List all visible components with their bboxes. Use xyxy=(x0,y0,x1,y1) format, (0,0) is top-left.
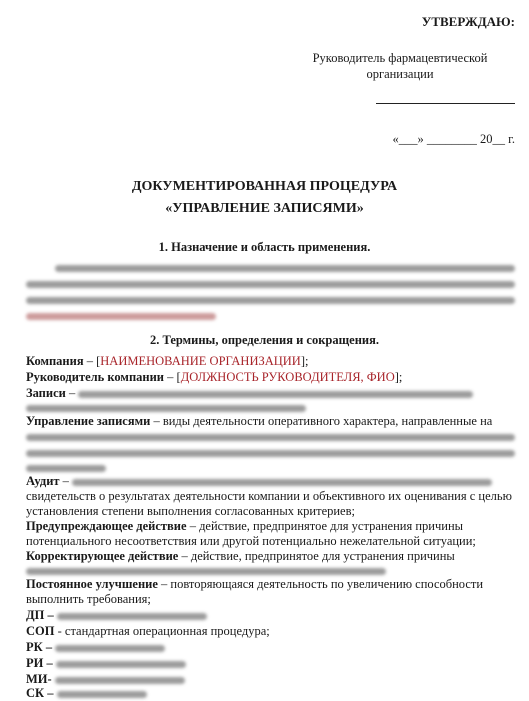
term-audit-dash: – xyxy=(59,474,73,488)
term-head xyxy=(26,370,402,385)
term-preventive-action xyxy=(26,519,463,534)
blurred-text-line xyxy=(55,265,515,272)
blurred-text-line xyxy=(55,645,165,652)
abbr-dp-label: ДП – xyxy=(26,608,54,622)
blurred-text-line xyxy=(78,391,473,398)
term-cont-text: – повторяющаяся деятельность по увеличению способности xyxy=(157,577,484,591)
term-records-dash: – xyxy=(65,386,79,400)
section-2-heading: 2. Термины, определения и сокращения. xyxy=(149,333,380,347)
term-cont-label: Постоянное улучшение xyxy=(26,577,158,591)
term-prev-text: – действие, предпринятое для устранения причины xyxy=(186,519,464,533)
term-continuous-improvement xyxy=(26,577,483,592)
term-audit-line2: свидетельств о результатах деятельности компании и объективного их оценивания с целью xyxy=(26,489,512,503)
term-company-end: ]; xyxy=(300,354,309,368)
approver-position xyxy=(285,50,515,82)
term-prev-line2: потенциального несоответствия или другой потенциально нежелательной ситуации; xyxy=(26,534,476,548)
term-rm-text: – виды деятельности оперативного характера, направленные на xyxy=(150,414,493,428)
term-head-dash: – [ xyxy=(164,370,181,384)
document-title-line1: ДОКУМЕНТИРОВАННАЯ ПРОЦЕДУРА xyxy=(131,179,398,194)
approver-position-line1: Руководитель фармацевтической xyxy=(312,51,488,65)
term-head-end: ]; xyxy=(394,370,403,384)
term-corrective-action xyxy=(26,549,455,564)
term-company-dash: – [ xyxy=(83,354,101,368)
term-company-value: НАИМЕНОВАНИЕ ОРГАНИЗАЦИИ xyxy=(100,354,301,368)
blurred-text-line xyxy=(26,297,515,304)
term-head-label: Руководитель компании xyxy=(26,370,165,384)
term-company-label: Компания xyxy=(26,354,84,368)
abbr-mi-label: МИ- xyxy=(26,672,52,686)
blurred-text-line xyxy=(26,450,515,457)
blurred-text-line xyxy=(26,281,515,288)
blurred-text-line xyxy=(26,434,515,441)
term-audit-label: Аудит xyxy=(26,474,60,488)
blurred-text-line xyxy=(26,568,386,575)
section-1-heading: 1. Назначение и область применения. xyxy=(158,240,371,254)
approval-heading: УТВЕРЖДАЮ: xyxy=(421,14,515,29)
term-corr-label: Корректирующее действие xyxy=(26,549,179,563)
abbr-ri-label: РИ – xyxy=(26,656,53,670)
abbr-mi xyxy=(26,672,185,687)
term-rm-label: Управление записями xyxy=(26,414,151,428)
blurred-text-line xyxy=(57,613,207,620)
abbr-sop xyxy=(26,624,270,639)
term-company xyxy=(26,354,308,369)
term-records-management xyxy=(26,414,492,429)
term-corr-text: – действие, предпринятое для устранения причины xyxy=(178,549,455,563)
abbr-sop-label: СОП xyxy=(26,624,55,638)
blurred-text-line xyxy=(57,691,147,698)
blurred-text-line xyxy=(56,661,186,668)
abbr-dp xyxy=(26,608,207,623)
blurred-text-line xyxy=(26,465,106,472)
blurred-text-line xyxy=(55,677,185,684)
abbr-sk-label: СК – xyxy=(26,686,54,700)
blurred-text-line xyxy=(72,479,492,486)
abbr-sop-text: - стандартная операционная процедура; xyxy=(54,624,270,638)
signature-line xyxy=(376,103,515,104)
blurred-text-line xyxy=(26,313,216,320)
term-records xyxy=(26,386,473,401)
term-head-value: ДОЛЖНОСТЬ РУКОВОДИТЕЛЯ, ФИО xyxy=(180,370,395,384)
document-title-line2: «УПРАВЛЕНИЕ ЗАПИСЯМИ» xyxy=(165,201,364,216)
abbr-ri xyxy=(26,656,186,671)
abbr-sk xyxy=(26,686,147,701)
abbr-rk xyxy=(26,640,165,655)
blurred-text-line xyxy=(26,405,306,412)
abbr-rk-label: РК – xyxy=(26,640,53,654)
term-audit-line3: установления степени выполнения согласованных критериев; xyxy=(26,504,355,518)
approval-date-line: «___» ________ 20__ г. xyxy=(392,132,515,146)
term-records-label: Записи xyxy=(26,386,66,400)
approver-position-line2: организации xyxy=(366,67,434,81)
term-audit xyxy=(26,474,492,489)
term-prev-label: Предупреждающее действие xyxy=(26,519,187,533)
term-cont-line2: выполнить требования; xyxy=(26,592,151,606)
